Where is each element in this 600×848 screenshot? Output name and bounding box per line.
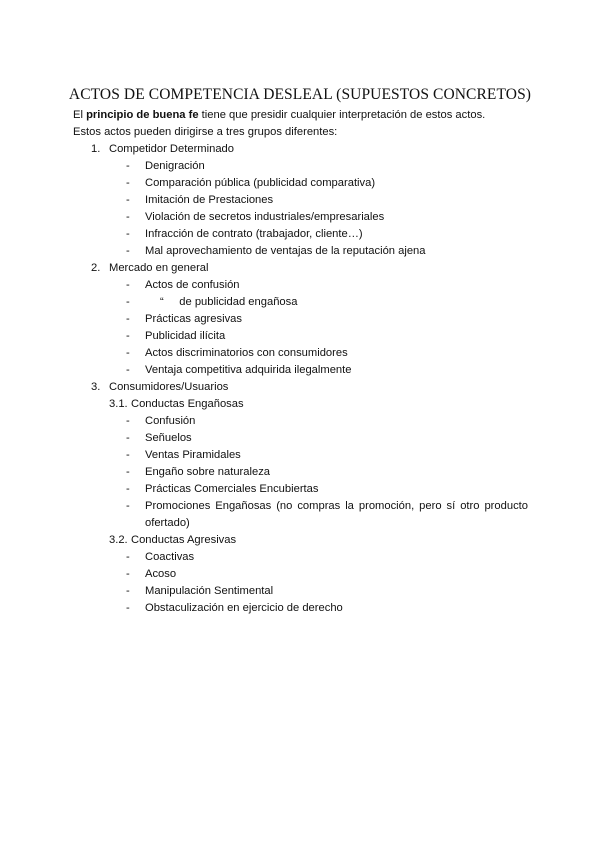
bullet-dash: - [126, 330, 130, 342]
bullet-dash: - [126, 466, 130, 478]
bullet-dash: - [126, 296, 130, 308]
bullet-dash: - [126, 568, 130, 580]
group-number: 3. [91, 381, 101, 393]
list-item-text: Engaño sobre naturaleza [145, 466, 271, 478]
list-item-text: Actos discriminatorios con consumidores [145, 347, 348, 359]
bullet-dash: - [126, 194, 130, 206]
list-item-text: Ventaja competitiva adquirida ilegalmente [145, 364, 352, 376]
list-item-text: Imitación de Prestaciones [145, 194, 274, 206]
list-item-text: Acoso [145, 568, 177, 580]
list-item-text: “ de publicidad engañosa [160, 296, 298, 308]
list-item-text: Ventas Piramidales [145, 449, 241, 461]
list-item-text: Infracción de contrato (trabajador, cliente…) [145, 228, 363, 240]
list-item-text: Mal aprovechamiento de ventajas de la reputación ajena [145, 245, 426, 257]
group-number: 2. [91, 262, 101, 274]
subgroup-heading [109, 532, 236, 549]
bullet-dash: - [126, 228, 130, 240]
list-item-text: Manipulación Sentimental [145, 585, 274, 597]
intro-line-2: Estos actos pueden dirigirse a tres grupos diferentes: [73, 126, 338, 138]
intro-post: tiene que presidir cualquier interpretación de estos actos. [198, 109, 486, 121]
bullet-dash: - [126, 500, 130, 512]
intro-line-1 [73, 108, 485, 122]
bullet-dash: - [126, 483, 130, 495]
group-heading [91, 141, 234, 158]
list-item-text: Comparación pública (publicidad comparativa) [145, 177, 376, 189]
list-item-text: Publicidad ilícita [145, 330, 226, 342]
bullet-dash: - [126, 279, 130, 291]
list-item-text: Prácticas agresivas [145, 313, 242, 325]
bullet-dash: - [126, 211, 130, 223]
bullet-dash: - [126, 364, 130, 376]
bullet-dash: - [126, 160, 130, 172]
group-label: Mercado en general [109, 262, 209, 274]
subgroup-label: Conductas Agresivas [131, 534, 237, 546]
bullet-dash: - [126, 347, 130, 359]
intro-pre: El [73, 109, 87, 121]
subgroup-label: Conductas Engañosas [131, 398, 244, 410]
list-item-text: Actos de confusión [145, 279, 240, 291]
group-label: Competidor Determinado [109, 143, 234, 155]
bullet-dash: - [126, 602, 130, 614]
group-label: Consumidores/Usuarios [109, 381, 229, 393]
bullet-dash: - [126, 415, 130, 427]
subgroup-number: 3.2. [109, 534, 128, 546]
group-number: 1. [91, 143, 101, 155]
list-item-text: Violación de secretos industriales/empresariales [145, 211, 385, 223]
bullet-dash: - [126, 245, 130, 257]
list-item-text: Promociones Engañosas (no compras la promoción, pero sí otro producto ofertado) [145, 500, 528, 529]
bullet-dash: - [126, 432, 130, 444]
bullet-dash: - [126, 449, 130, 461]
bullet-dash: - [126, 313, 130, 325]
document-title: ACTOS DE COMPETENCIA DESLEAL (SUPUESTOS CONCRETOS) [68, 86, 532, 103]
list-item-text: Confusión [145, 415, 196, 427]
group-heading [91, 260, 209, 277]
list-item-text: Coactivas [145, 551, 195, 563]
group-heading [91, 379, 228, 396]
intro-bold-phrase: principio de buena fe [86, 109, 199, 121]
bullet-dash: - [126, 585, 130, 597]
subgroup-heading [109, 396, 244, 413]
subgroup-number: 3.1. [109, 398, 128, 410]
bullet-dash: - [126, 177, 130, 189]
list-item-text: Obstaculización en ejercicio de derecho [145, 602, 343, 614]
list-item-text: Denigración [145, 160, 205, 172]
list-item-text: Prácticas Comerciales Encubiertas [145, 483, 319, 495]
bullet-dash: - [126, 551, 130, 563]
list-item-text: Señuelos [145, 432, 192, 444]
